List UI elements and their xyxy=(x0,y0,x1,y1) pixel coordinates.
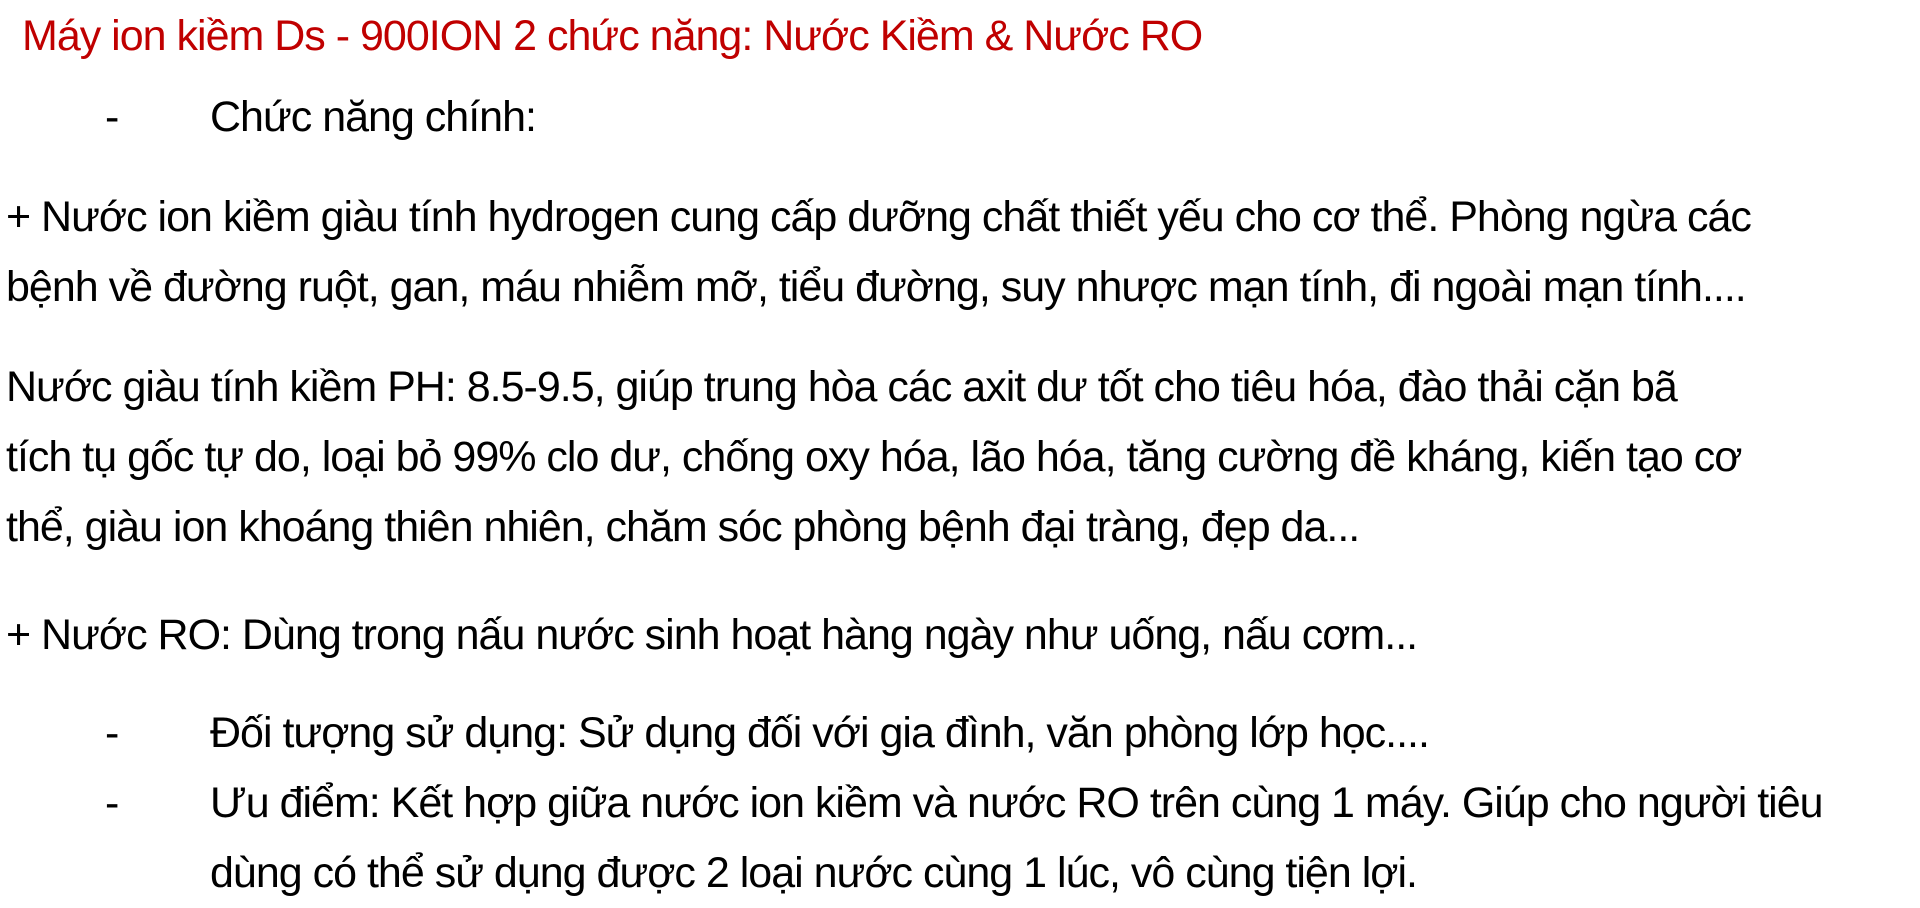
paragraph-ph-benefits xyxy=(0,352,1906,562)
paragraph-ro-water xyxy=(0,600,1906,670)
dash-marker: - xyxy=(105,93,119,141)
paragraph-ph-benefits-line-3: thể, giàu ion khoáng thiên nhiên, chăm sóc phòng bệnh đại tràng, đẹp da... xyxy=(6,503,1360,551)
list-item-advantages-line-2: dùng có thể sử dụng được 2 loại nước cùng 1 lúc, vô cùng tiện lợi. xyxy=(210,849,1417,897)
list-item-advantages xyxy=(0,768,1906,908)
paragraph-ro-water-line-1: + Nước RO: Dùng trong nấu nước sinh hoạt hàng ngày như uống, nấu cơm... xyxy=(6,611,1418,659)
dash-marker: - xyxy=(105,779,119,827)
page-title: Máy ion kiềm Ds - 900ION 2 chức năng: Nước Kiềm & Nước RO xyxy=(22,12,1203,60)
list-item-advantages-label xyxy=(210,768,1906,908)
paragraph-alkaline-water xyxy=(0,182,1906,322)
list-item-target-users-label xyxy=(210,698,1906,768)
list-item-main-function xyxy=(0,82,1906,152)
paragraph-alkaline-water-line-2: bệnh về đường ruột, gan, máu nhiễm mỡ, tiểu đường, suy nhược mạn tính, đi ngoài mạn tính.... xyxy=(6,263,1746,311)
list-item-advantages-line-1: Ưu điểm: Kết hợp giữa nước ion kiềm và nước RO trên cùng 1 máy. Giúp cho người tiêu xyxy=(210,779,1823,827)
list-item-target-users-line-1: Đối tượng sử dụng: Sử dụng đối với gia đình, văn phòng lớp học.... xyxy=(210,709,1429,757)
paragraph-ph-benefits-line-1: Nước giàu tính kiềm PH: 8.5-9.5, giúp trung hòa các axit dư tốt cho tiêu hóa, đào thải cặn bã xyxy=(6,363,1677,411)
list-item-target-users xyxy=(0,698,1906,768)
paragraph-ph-benefits-line-2: tích tụ gốc tự do, loại bỏ 99% clo dư, chống oxy hóa, lão hóa, tăng cường đề kháng, kiến tạo cơ xyxy=(6,433,1742,481)
paragraph-alkaline-water-line-1: + Nước ion kiềm giàu tính hydrogen cung cấp dưỡng chất thiết yếu cho cơ thể. Phòng ngừa các xyxy=(6,193,1751,241)
dash-marker: - xyxy=(105,709,119,757)
list-item-main-function-label: Chức năng chính: xyxy=(210,93,536,141)
